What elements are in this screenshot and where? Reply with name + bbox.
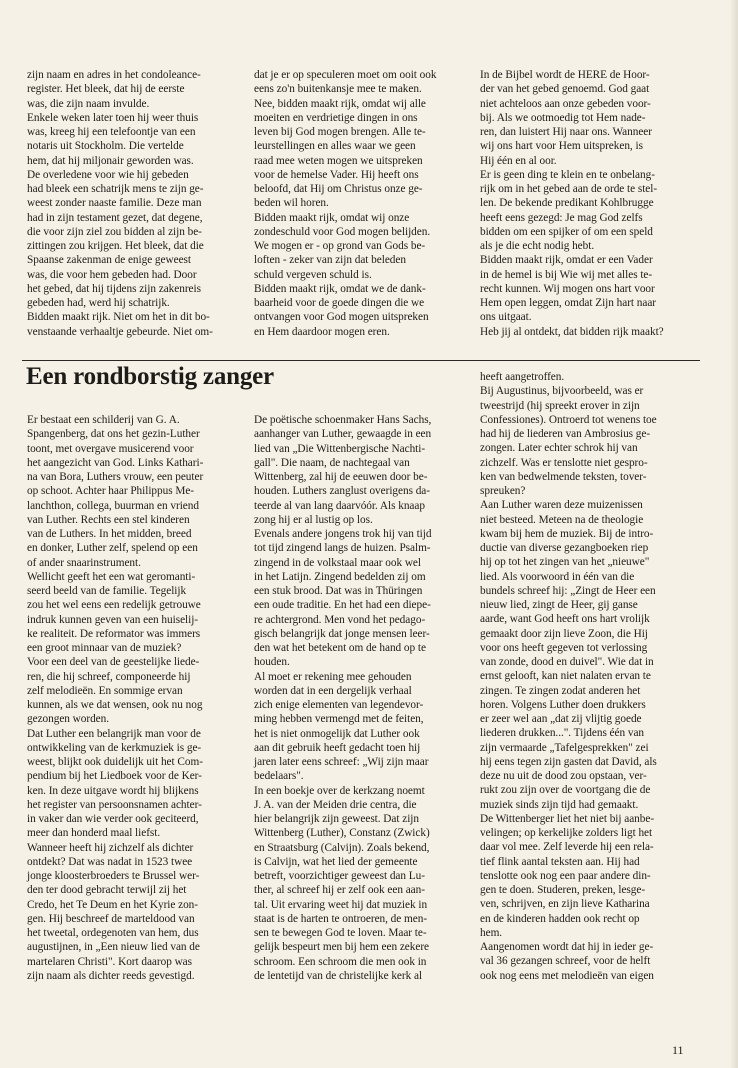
page-edge-shadow — [730, 0, 738, 1068]
top-article-column-1 — [27, 68, 249, 339]
top-article-column-3-text: In de Bijbel wordt de HERE de Hoor- der van het gebed genoemd. God gaat niet achteloos aan onze gebeden voor- bij. Als we ootmoedig tot Hem nade- ren, dan luistert Hij naar ons. Wanneer wij ons hart voor Hem uitspreken, is Hij één en al oor. Er is geen ding te klein en te onbelang- rijk om in het gebed aan de orde te stel- len. De bekende predikant Kohlbrugge heeft eens gezegd: Je mag God zelfs bidden om een spijker of om een speld als je die echt nodig hebt. Bidden maakt rijk, omdat er een Vader in de hemel is bij Wie wij met alles te- recht kunnen. Wij mogen ons hart voor Hem open leggen, omdat Zijn hart naar ons uitgaat. Heb jij al ontdekt, dat bidden rijk maakt? — [480, 69, 664, 338]
top-article-column-2 — [254, 68, 476, 339]
main-article-column-1-text: Er bestaat een schilderij van G. A. Spangenberg, dat ons het gezin-Luther toont, met overgave musicerend voor het aangezicht van God. Links Kathari- na van Bora, Luthers vrouw, een peuter op schoot. Achter haar Philippus Me- lanchthon, collega, buurman en vriend van Luther. Rechts een stel kinderen van de Luthers. In het midden, breed en donker, Luther zelf, spelend op een of ander snaarinstrument. Wellicht geeft het een wat geromanti- seerd beeld van de familie. Tegelijk zou het wel eens een redelijk getrouwe indruk kunnen geven van een huiselij- ke realiteit. De reformator was immers een groot minnaar van de muziek? Voor een deel van de geestelijke liede- ren, die hij schreef, componeerde hij zelf melodieën. En sommige ervan kunnen, als we dat wensen, ook nu nog gezongen worden. Dat Luther een belangrijk man voor de ontwikkeling van de kerkmuziek is ge- weest, blijkt ook duidelijk uit het Com- pendium bij het Liedboek voor de Ker- ken. In deze uitgave wordt hij blijkens het register van persoonsnamen achter- in vaker dan wie verder ook geciteerd, meer dan honderd maal liefst. Wanneer heeft hij zichzelf als dichter ontdekt? Dat was nadat in 1523 twee jonge kloosterbroeders te Brussel wer- den ter dood gebracht terwijl zij het Credo, het Te Deum en het Kyrie zon- gen. Hij beschreef de marteldood van het tweetal, ordegenoten van hem, dus augustijnen, in „Een nieuw lied van de martelaren Christi". Kort daarop was zijn naam als dichter reeds gevestigd. — [27, 414, 204, 982]
page-number: 11 — [672, 1043, 684, 1057]
main-article-column-2 — [254, 413, 476, 983]
top-article-column-1-text: zijn naam en adres in het condoleance- register. Het bleek, dat hij de eerste was, die zijn naam invulde. Enkele weken later toen hij weer thuis was, kreeg hij een telefoontje van een notaris uit Stockholm. Die vertelde hem, dat hij miljonair geworden was. De overledene voor wie hij gebeden had bleek een schatrijk mens te zijn ge- weest zonder naaste familie. Deze man had in zijn testament gezet, dat degene, die voor zijn ziel zou bidden al zijn be- zittingen zou krijgen. Het bleek, dat die Spaanse zakenman de enige geweest was, die voor hem gebeden had. Door het gebed, dat hij tijdens zijn zakenreis gebeden had, werd hij schatrijk. Bidden maakt rijk. Niet om het in dit bo- venstaande verhaaltje gebeurde. Niet om- — [27, 69, 213, 338]
top-article-column-3 — [480, 68, 702, 339]
main-article-column-3-text: heeft aangetroffen. Bij Augustinus, bijvoorbeeld, was er tweestrijd (hij spreekt erover in zijn Confessiones). Ontroerd tot wenens toe had hij de liederen van Ambrosius ge- zongen. Later echter schrok hij van zichzelf. Was er tenslotte niet gespro- ken van bedwelmende teksten, tover- spreuken? Aan Luther waren deze muizenissen niet besteed. Meteen na de theologie kwam bij hem de muziek. Bij de intro- ductie van diverse gezangboeken riep hij op tot het zingen van het „nieuwe" lied. Als voorwoord in één van die bundels schreef hij: „Zingt de Heer een nieuw lied, zingt de Heer, gij ganse aarde, want God heeft ons hart vrolijk gemaakt door zijn lieve Zoon, die Hij voor ons heeft gegeven tot verlossing van zonde, dood en duivel". Wie dat in ernst gelooft, kan niet nalaten ervan te zingen. Te zingen zodat anderen het horen. Volgens Luther doen drukkers er zeer wel aan „dat zij vlijtig goede liederen drukken...". Tijdens één van zijn vermaarde „Tafelgesprekken" zei hij eens tegen zijn gasten dat David, als deze nu uit de dood zou opstaan, ver- rukt zou zijn over de voortgang die de muziek sinds zijn tijd had gemaakt. De Wittenberger liet het niet bij aanbe- velingen; op kerkelijke zolders ligt het daar vol mee. Zelf leverde hij een rela- tief flink aantal teksten aan. Hij had tenslotte ook nog een paar andere din- gen te doen. Studeren, preken, lesge- ven, schrijven, en zijn lieve Katharina en de kinderen hadden ook recht op hem. Aangenomen wordt dat hij in ieder ge- val 36 gezangen schreef, voor de helft ook nog eens met melodieën van eigen — [480, 371, 657, 982]
main-article-column-1 — [27, 413, 249, 983]
top-article-column-2-text: dat je er op speculeren moet om ooit ook eens zo'n buitenkansje mee te maken. Nee, bidden maakt rijk, omdat wij alle moeiten en verdrietige dingen in ons leven bij God mogen brengen. Alle te- leurstellingen en alles waar we geen raad mee weten mogen we uitspreken voor de hemelse Vader. Hij heeft ons beloofd, dat Hij om Christus onze ge- beden wil horen. Bidden maakt rijk, omdat wij onze zondeschuld voor God mogen belijden. We mogen er - op grond van Gods be- loften - zeker van zijn dat beleden schuld vergeven schuld is. Bidden maakt rijk, omdat we de dank- baarheid voor de goede dingen die we ontvangen voor God mogen uitspreken en Hem daardoor mogen eren. — [254, 69, 437, 338]
article-headline: Een rondborstig zanger — [26, 363, 274, 390]
main-article-column-2-text: De poëtische schoenmaker Hans Sachs, aanhanger van Luther, gewaagde in een lied van „Die Wittenbergische Nachti- gall". Die naam, de nachtegaal van Wittenberg, zal hij de eeuwen door be- houden. Luthers zanglust overigens da- teerde al van lang daarvóór. Als knaap zong hij er al lustig op los. Evenals andere jongens trok hij van tijd tot tijd zingend langs de huizen. Psalm- zingend in de volkstaal maar ook wel in het Latijn. Zingend bedelden zij om een stuk brood. Dat was in Thüringen een oude traditie. En het had een diepe- re achtergrond. Men vond het pedago- gisch belangrijk dat jonge mensen leer- den wat het betekent om de hand op te houden. Al moet er rekening mee gehouden worden dat in een dergelijk verhaal zich enige elementen van legendevor- ming hebben vermengd met de feiten, het is niet onmogelijk dat Luther ook aan dit gebruik heeft gedacht toen hij jaren later eens schreef: „Wij zijn maar bedelaars". In een boekje over de kerkzang noemt J. A. van der Meiden drie centra, die hier belangrijk zijn geweest. Dat zijn Wittenberg (Luther), Constanz (Zwick) en Straatsburg (Calvijn). Zoals bekend, is Calvijn, wat het lied der gemeente betreft, voorzichtiger geweest dan Lu- ther, al schreef hij er zelf ook een aan- tal. Uit ervaring weet hij dat muziek in staat is de harten te ontroeren, de men- sen te bewegen God te loven. Maar te- gelijk bespeurt men bij hem een zekere schroom. Een schroom die men ook in de lentetijd van de christelijke kerk al — [254, 414, 432, 982]
main-article-column-3 — [480, 370, 702, 983]
